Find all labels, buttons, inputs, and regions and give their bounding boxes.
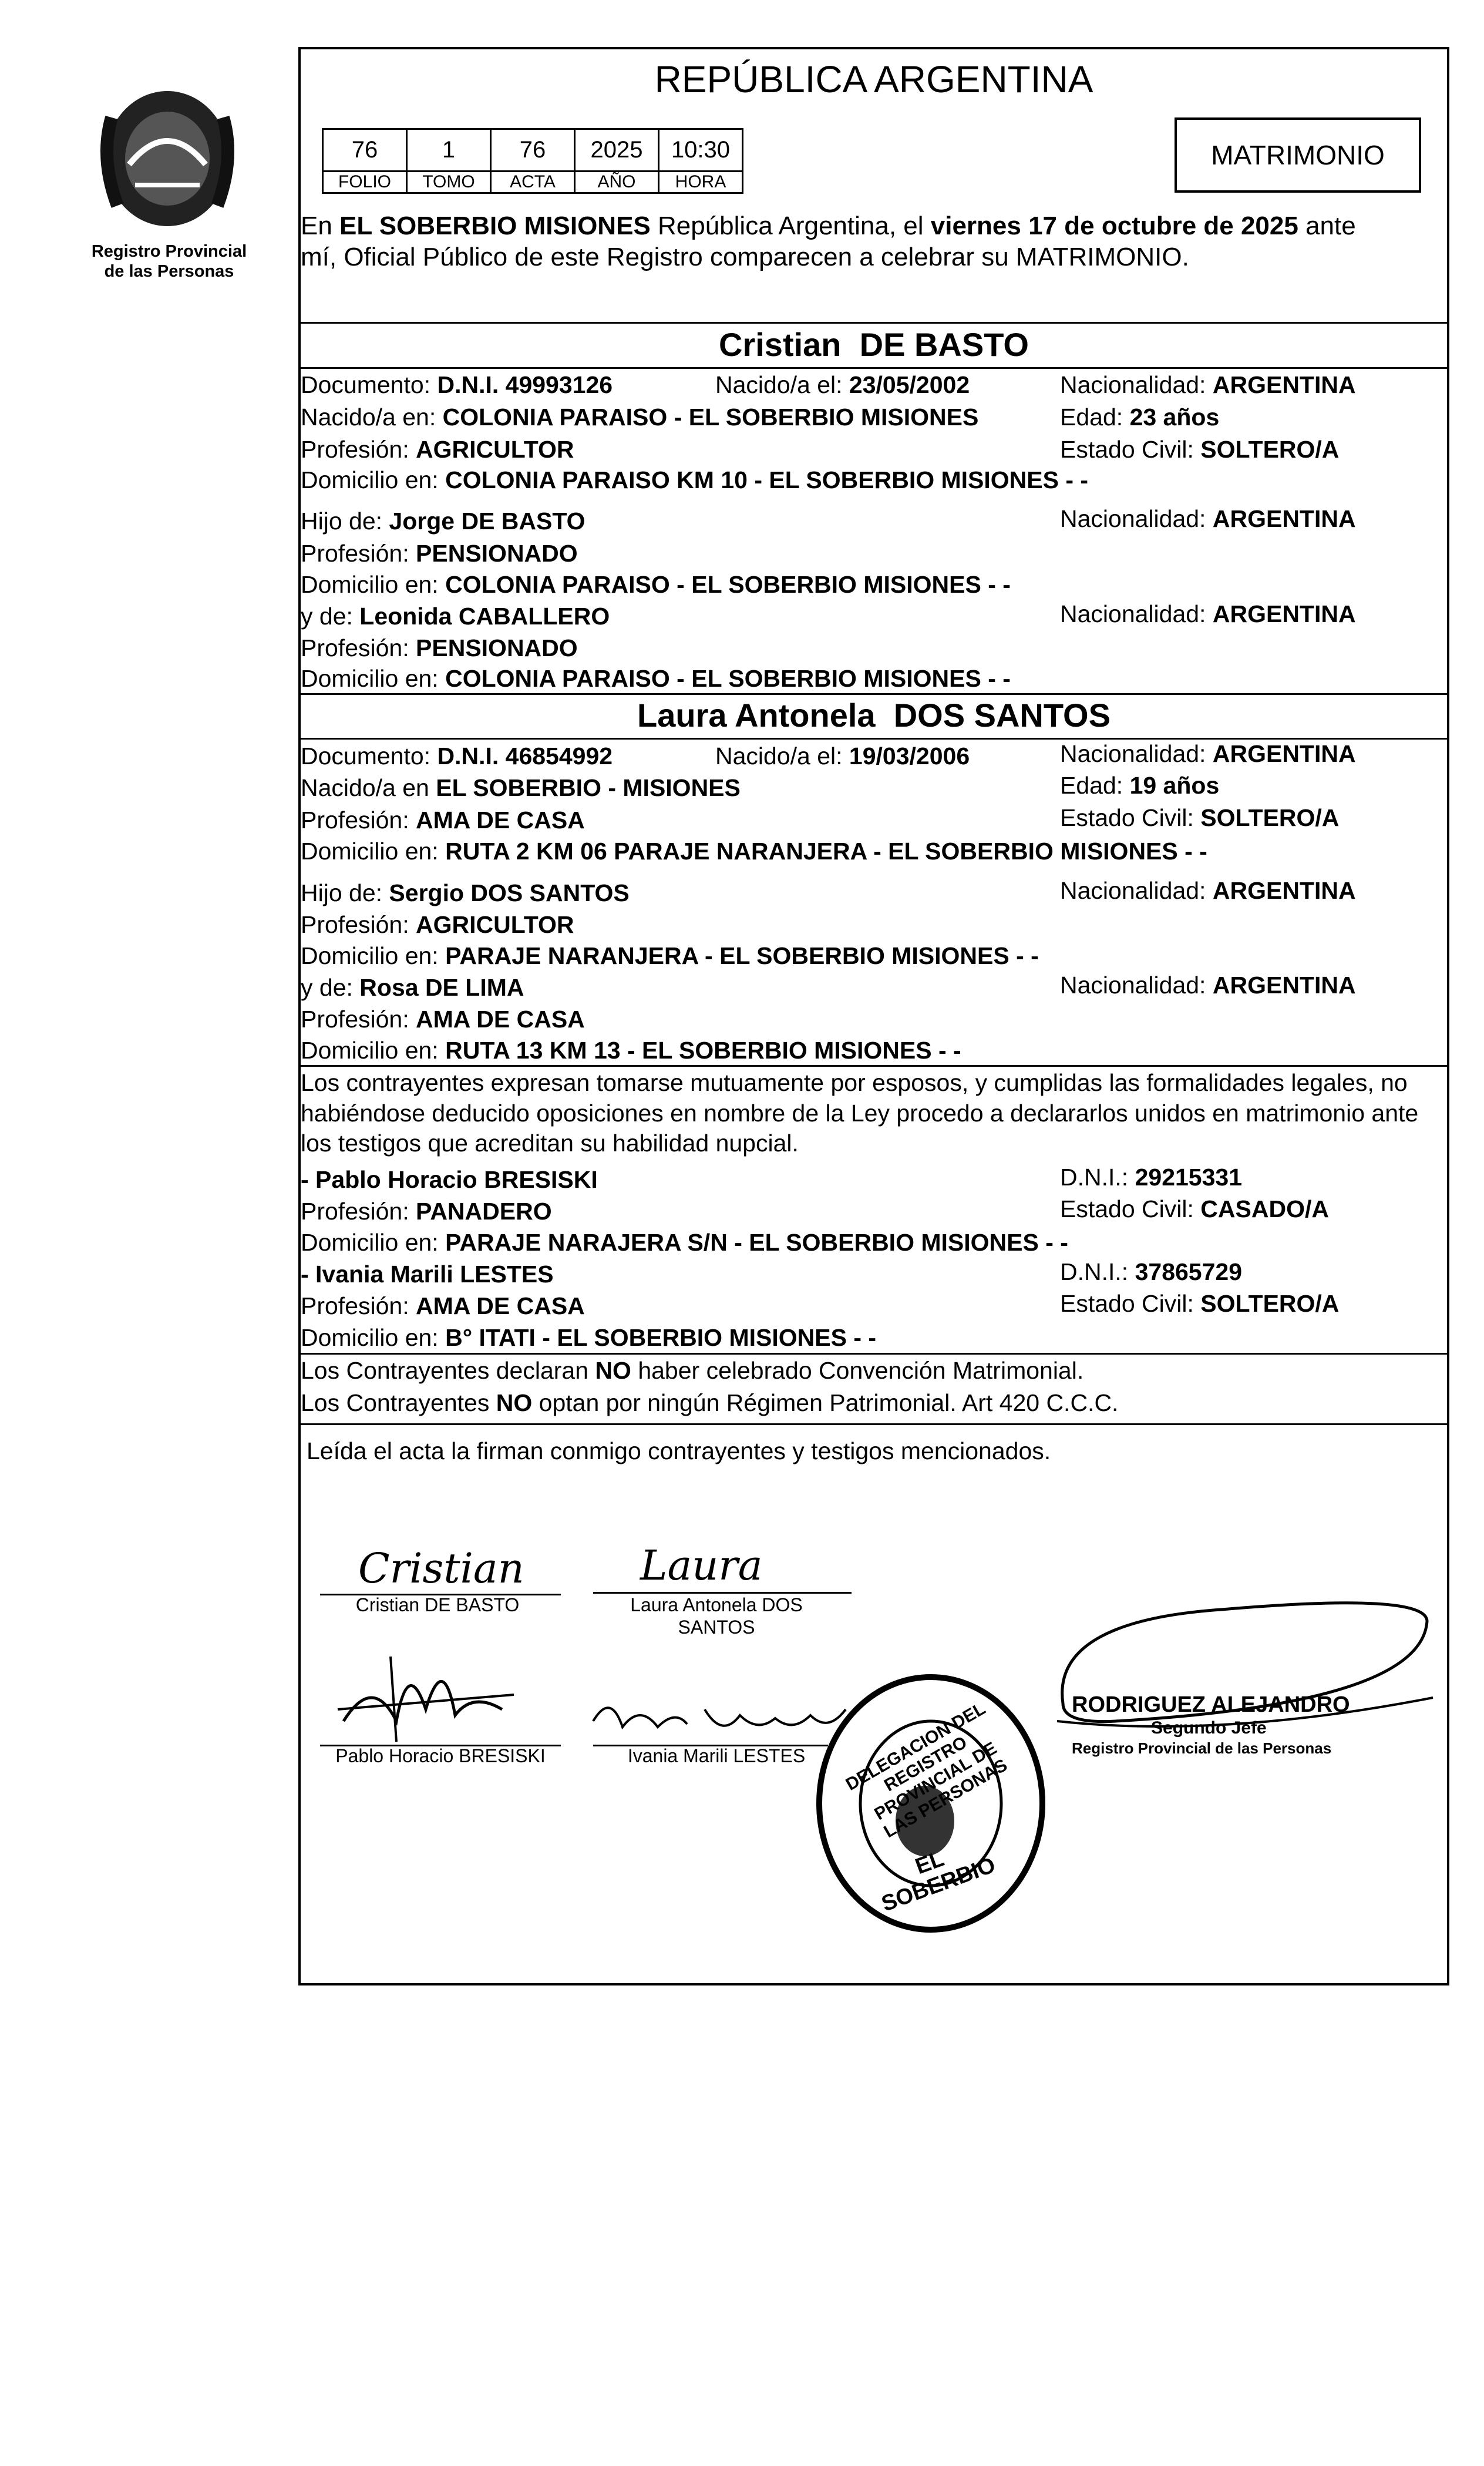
witness1-domicilio: Domicilio en: PARAJE NARAJERA S/N - EL SOBERBIO MISIONES - - xyxy=(301,1229,1068,1256)
logo-caption-line2: de las Personas xyxy=(104,262,234,281)
official-title: Segundo Jefe xyxy=(1151,1718,1267,1738)
hora-value: 10:30 xyxy=(659,129,743,172)
spouse2-mother-domicilio: Domicilio en: RUTA 13 KM 13 - EL SOBERBIO MISIONES - - xyxy=(301,1037,961,1064)
witness2-profesion: Profesión: AMA DE CASA xyxy=(301,1292,585,1319)
spouse1-father: Hijo de: Jorge DE BASTO xyxy=(301,508,585,535)
signature-label-pablo: Pablo Horacio BRESISKI xyxy=(335,1745,546,1766)
closing-text: Leída el acta la firman conmigo contrayentes y testigos mencionados. xyxy=(307,1437,1051,1464)
acta-value: 76 xyxy=(491,129,575,172)
spouse1-nacido-el: Nacido/a el: 23/05/2002 xyxy=(715,371,970,398)
witness2-name: - Ivania Marili LESTES xyxy=(301,1261,554,1288)
spouse1-mother: y de: Leonida CABALLERO xyxy=(301,603,610,630)
regime-patrimonial: Los Contrayentes NO optan por ningún Régimen Patrimonial. Art 420 C.C.C. xyxy=(301,1389,1119,1416)
spouse2-mother-nacionalidad: Nacionalidad: ARGENTINA xyxy=(1060,972,1356,999)
acta-label: ACTA xyxy=(491,172,575,193)
signature-pablo-scribble xyxy=(326,1639,526,1751)
spouse1-mother-nacionalidad: Nacionalidad: ARGENTINA xyxy=(1060,600,1356,627)
page-title: REPÚBLICA ARGENTINA xyxy=(654,58,1093,100)
spouse1-father-nacionalidad: Nacionalidad: ARGENTINA xyxy=(1060,505,1356,532)
witness2-dni: D.N.I.: 37865729 xyxy=(1060,1258,1243,1285)
spouse1-name: Cristian DE BASTO xyxy=(719,326,1029,363)
official-name: RODRIGUEZ ALEJANDRO xyxy=(1072,1692,1350,1717)
signature-laura: Laura xyxy=(640,1541,763,1590)
witness1-dni: D.N.I.: 29215331 xyxy=(1060,1164,1243,1191)
document-type-box: MATRIMONIO xyxy=(1175,117,1421,193)
logo-caption-line1: Registro Provincial xyxy=(91,242,247,261)
witness2-domicilio: Domicilio en: B° ITATI - EL SOBERBIO MISIONES - - xyxy=(301,1324,877,1351)
spouse2-nacido-el: Nacido/a el: 19/03/2006 xyxy=(715,743,970,770)
spouse2-domicilio: Domicilio en: RUTA 2 KM 06 PARAJE NARANJERA - EL SOBERBIO MISIONES - - xyxy=(301,838,1207,865)
intro-line1: En EL SOBERBIO MISIONES República Argentina, el viernes 17 de octubre de 2025 ante xyxy=(301,211,1356,240)
declaration-line2: habiéndose deducido oposiciones en nombre de la Ley procedo a declararlos unidos en matrimonio ante xyxy=(301,1100,1419,1127)
spouse1-mother-domicilio: Domicilio en: COLONIA PARAISO - EL SOBERBIO MISIONES - - xyxy=(301,665,1011,692)
witness1-profesion: Profesión: PANADERO xyxy=(301,1198,552,1225)
spouse1-documento: Documento: D.N.I. 49993126 xyxy=(301,371,613,398)
spouse2-estado-civil: Estado Civil: SOLTERO/A xyxy=(1060,804,1340,831)
folio-value: 76 xyxy=(323,129,407,172)
spouse1-nacionalidad: Nacionalidad: ARGENTINA xyxy=(1060,371,1356,398)
spouse2-father: Hijo de: Sergio DOS SANTOS xyxy=(301,879,630,906)
signature-label-ivania: Ivania Marili LESTES xyxy=(627,1745,806,1766)
tomo-label: TOMO xyxy=(407,172,491,193)
province-seal-logo xyxy=(88,82,247,238)
anio-label: AÑO xyxy=(575,172,659,193)
signature-label-laura-1: Laura Antonela DOS xyxy=(630,1594,803,1615)
spouse2-mother: y de: Rosa DE LIMA xyxy=(301,974,524,1001)
spouse2-name: Laura Antonela DOS SANTOS xyxy=(637,697,1111,734)
spouse2-father-profesion: Profesión: AGRICULTOR xyxy=(301,911,574,938)
spouse1-father-domicilio: Domicilio en: COLONIA PARAISO - EL SOBERBIO MISIONES - - xyxy=(301,571,1011,598)
witness1-name: - Pablo Horacio BRESISKI xyxy=(301,1166,598,1193)
anio-value: 2025 xyxy=(575,129,659,172)
folio-label: FOLIO xyxy=(323,172,407,193)
registry-numbers-table xyxy=(322,128,743,194)
stamp-outer-text: DELEGACION DEL REGISTRO PROVINCIAL DE LAS PERSONAS xyxy=(842,1699,1011,1842)
spouse2-nacionalidad: Nacionalidad: ARGENTINA xyxy=(1060,740,1356,767)
official-organization: Registro Provincial de las Personas xyxy=(1072,1739,1332,1757)
spouse2-documento: Documento: D.N.I. 46854992 xyxy=(301,743,613,770)
signature-label-laura-2: SANTOS xyxy=(678,1617,755,1638)
intro-line2: mí, Oficial Público de este Registro comparecen a celebrar su MATRIMONIO. xyxy=(301,243,1189,271)
spouse1-estado-civil: Estado Civil: SOLTERO/A xyxy=(1060,436,1340,463)
spouse1-edad: Edad: 23 años xyxy=(1060,404,1220,431)
declaration-line1: Los contrayentes expresan tomarse mutuamente por esposos, y cumplidas las formalidades legales, no xyxy=(301,1069,1408,1096)
spouse1-profesion: Profesión: AGRICULTOR xyxy=(301,436,574,463)
witness2-estado-civil: Estado Civil: SOLTERO/A xyxy=(1060,1290,1340,1317)
tomo-value: 1 xyxy=(407,129,491,172)
witness1-estado-civil: Estado Civil: CASADO/A xyxy=(1060,1195,1329,1222)
spouse1-father-profesion: Profesión: PENSIONADO xyxy=(301,540,578,567)
regime-convention: Los Contrayentes declaran NO haber celebrado Convención Matrimonial. xyxy=(301,1357,1084,1384)
declaration-line3: los testigos que acreditan su habilidad nupcial. xyxy=(301,1130,799,1157)
spouse2-profesion: Profesión: AMA DE CASA xyxy=(301,807,585,834)
spouse2-father-domicilio: Domicilio en: PARAJE NARANJERA - EL SOBERBIO MISIONES - - xyxy=(301,942,1039,969)
spouse1-domicilio: Domicilio en: COLONIA PARAISO KM 10 - EL SOBERBIO MISIONES - - xyxy=(301,466,1089,493)
spouse2-father-nacionalidad: Nacionalidad: ARGENTINA xyxy=(1060,877,1356,904)
spouse2-edad: Edad: 19 años xyxy=(1060,772,1220,799)
spouse2-nacido-en: Nacido/a en EL SOBERBIO - MISIONES xyxy=(301,774,741,801)
spouse2-mother-profesion: Profesión: AMA DE CASA xyxy=(301,1006,585,1033)
spouse1-nacido-en: Nacido/a en: COLONIA PARAISO - EL SOBERBIO MISIONES xyxy=(301,404,979,431)
signature-cristian: Cristian xyxy=(358,1544,524,1593)
spouse1-mother-profesion: Profesión: PENSIONADO xyxy=(301,634,578,661)
hora-label: HORA xyxy=(659,172,743,193)
stamp-inner-text: EL SOBERBIO xyxy=(878,1846,999,1917)
signature-label-cristian: Cristian DE BASTO xyxy=(355,1594,520,1615)
